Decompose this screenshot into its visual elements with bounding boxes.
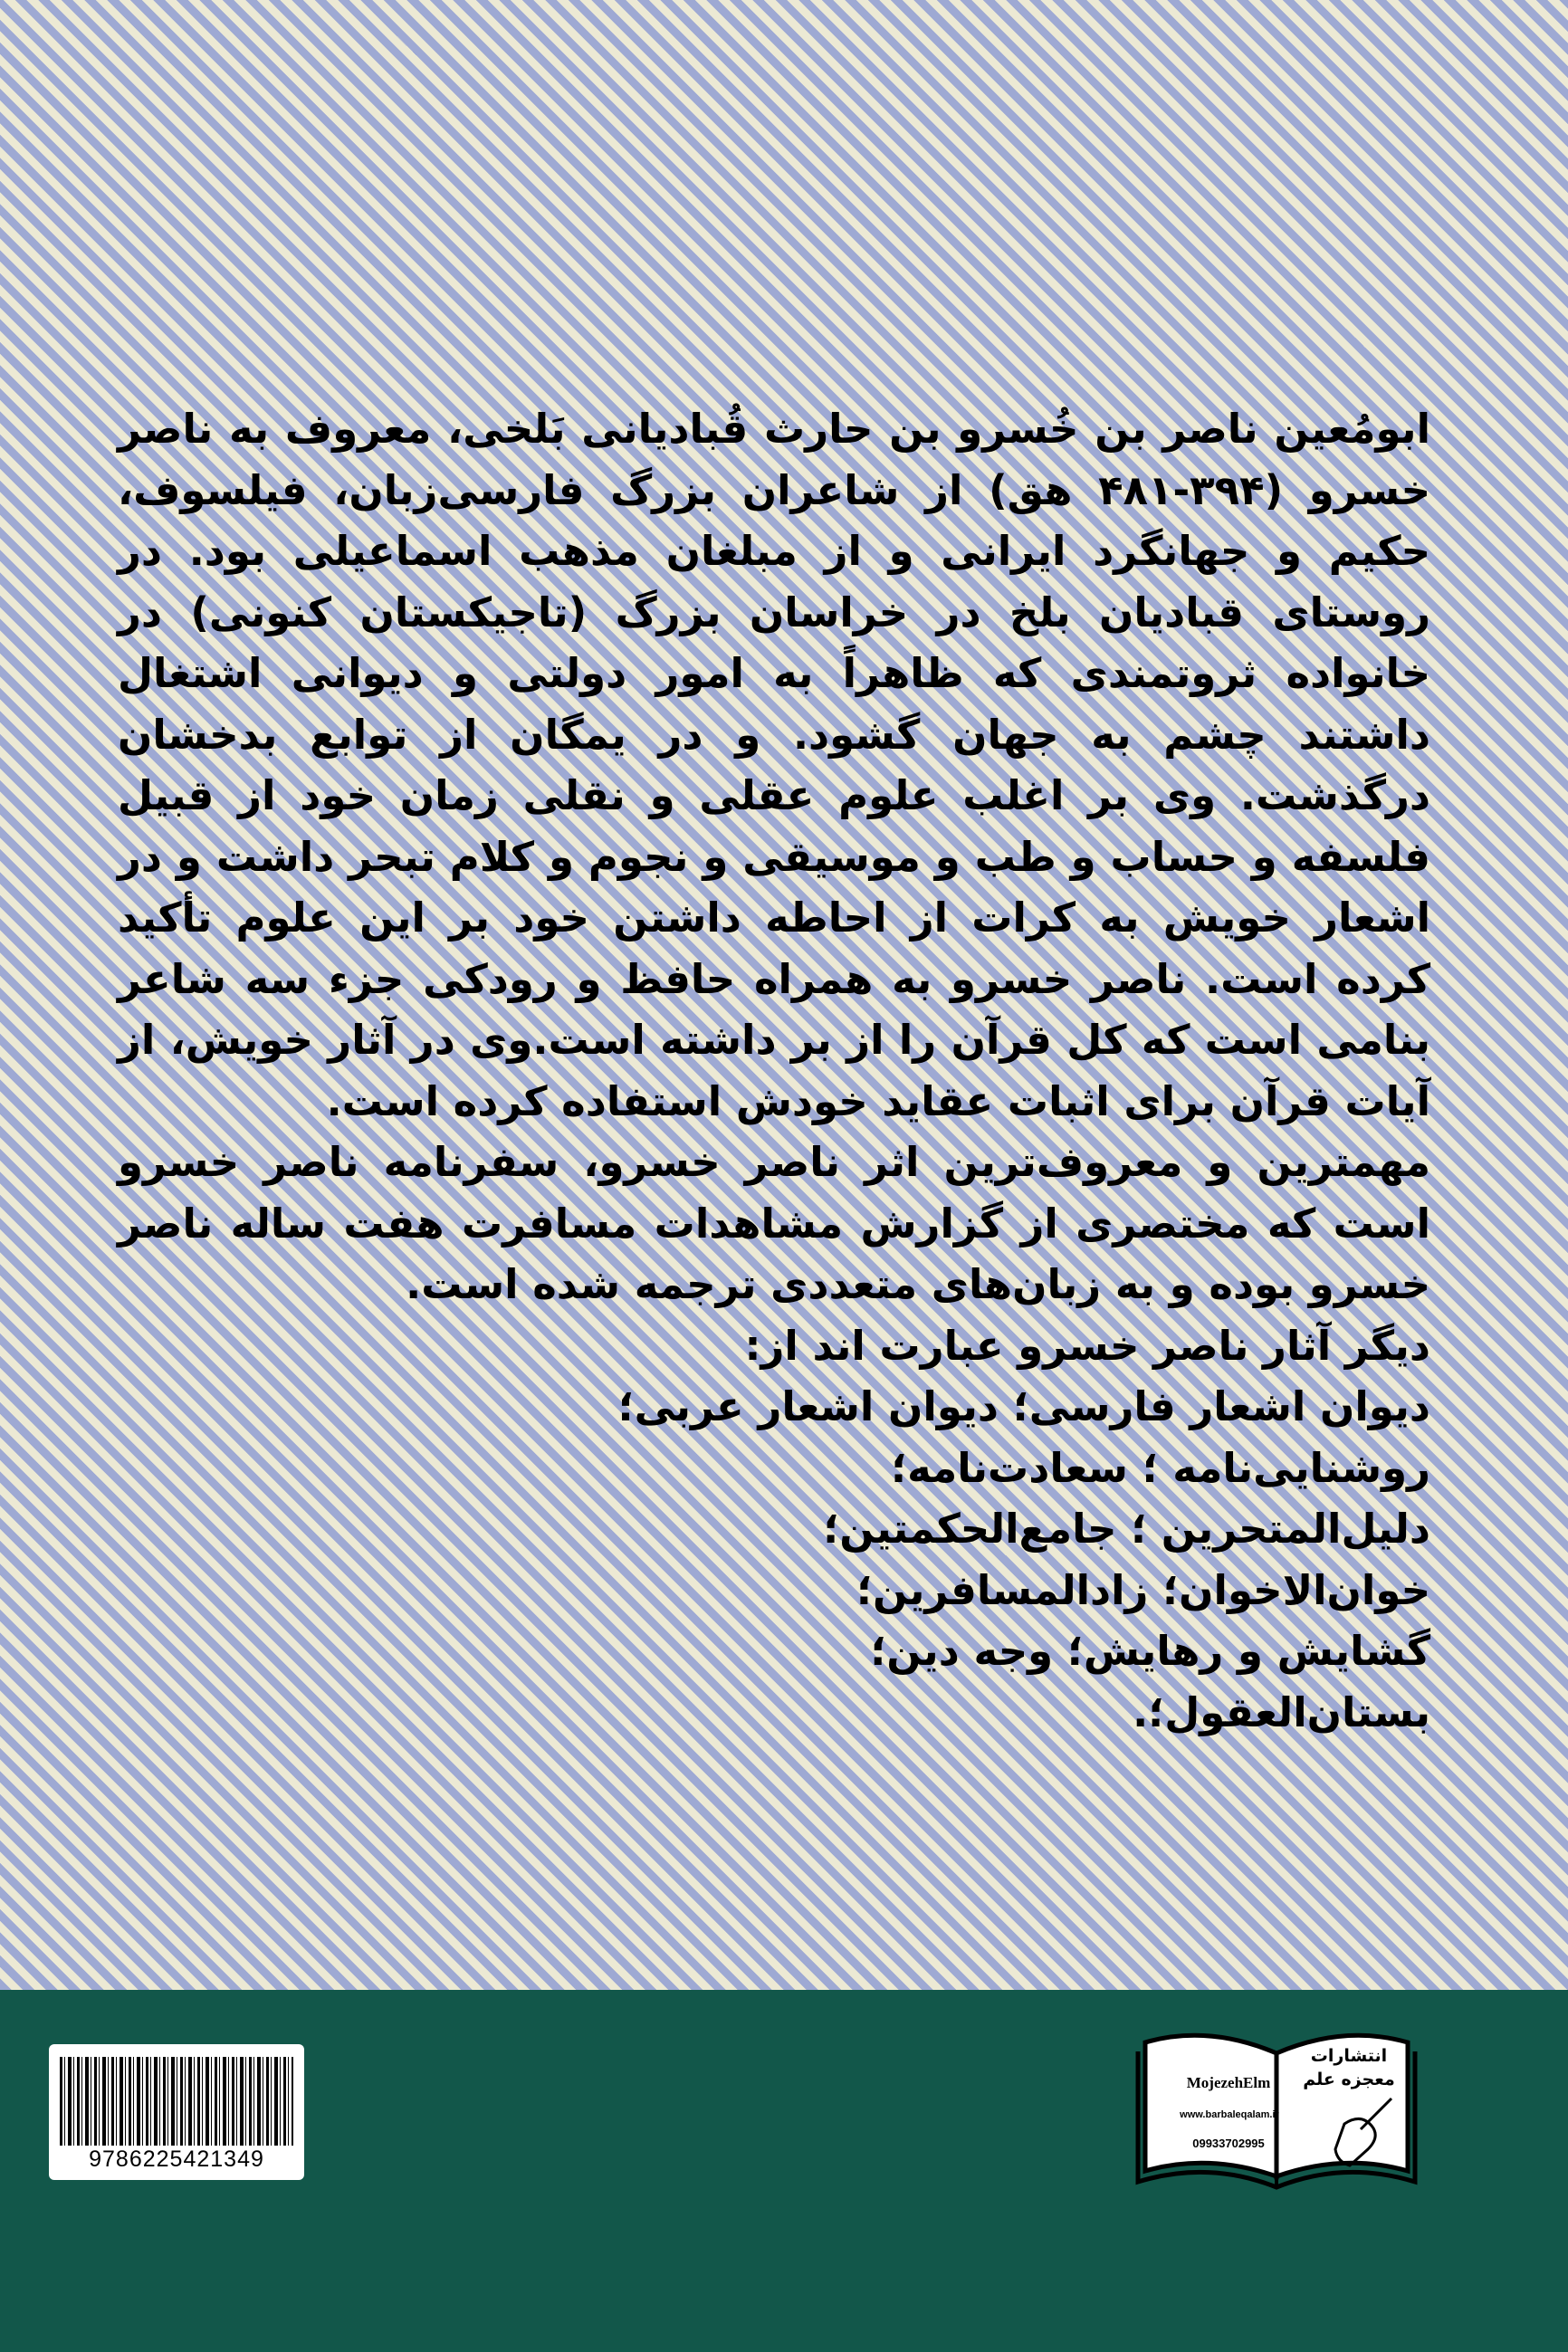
publisher-phone: 09933702995 (1192, 2137, 1265, 2150)
works-line: روشنایی‌نامه ؛ سعادت‌نامه؛ (891, 1443, 1430, 1492)
isbn-number: 9786225421349 (89, 2146, 264, 2172)
publisher-name: انتشارات معجزه علم (1303, 2046, 1395, 2089)
biography-paragraph: ابومُعین ناصر بن خُسرو بن حارث قُبادیانی بَلخی، معروف به ناصر خسرو (۳۹۴-۴۸۱ هق) از شاعران بزرگ فارسی‌زبان، فیلسوف، حکیم و جهانگرد ایرانی و از مبلغان مذهب اسماعیلی بود. در روستای قبادیان بلخ در خراسان بزرگ (تاجیکستان کنونی) در خانواده ثروتمندی که ظاهراً به امور دولتی و دیوانی اشتغال داشتند چشم به جهان گشود. و در یمگان از توابع بدخشان درگذشت. وی بر اغلب علوم عقلی و نقلی زمان خود از قبیل فلسفه و حساب و طب و موسیقی و نجوم و کلام تبحر داشت و در اشعار خویش به کرات از احاطه داشتن خود بر این علوم تأکید کرده است. ناصر خسرو به همراه حافظ و رودکی جزء سه شاعر بنامی است که کل قرآن را از بر داشته است.وی در آثار خویش، از آیات قرآن برای اثبات عقاید خودش استفاده کرده است. (118, 405, 1430, 1125)
works-line: گشایش و رهایش؛ وجه دین؛ (870, 1627, 1430, 1675)
publisher-latin-name: MojezehElm (1186, 2074, 1271, 2091)
barcode-bars (60, 2057, 293, 2146)
publisher-website: www.barbaleqalam.ir (1180, 2109, 1279, 2120)
travelogue-paragraph: مهمترین و معروف‌ترین اثر ناصر خسرو، سفرنامه ناصر خسرو است که مختصری از گزارش مشاهدات مسافرت هفت ساله ناصر خسرو بوده و به زبان‌های متعددی ترجمه شده است. (118, 1138, 1430, 1308)
works-line: دیوان اشعار فارسی؛ دیوان اشعار عربی؛ (617, 1382, 1430, 1430)
back-cover-text (118, 398, 1430, 1743)
isbn-barcode (49, 2044, 304, 2180)
works-intro: دیگر آثار ناصر خسرو عبارت اند از: (744, 1321, 1430, 1370)
works-line: بستان‌العقول؛. (1133, 1688, 1430, 1736)
works-line: خوان‌الاخوان؛ زادالمسافرین؛ (856, 1565, 1430, 1614)
works-line: دلیل‌المتحرین ؛ جامع‌الحکمتین؛ (823, 1505, 1430, 1553)
publisher-book-logo (1127, 2015, 1426, 2196)
